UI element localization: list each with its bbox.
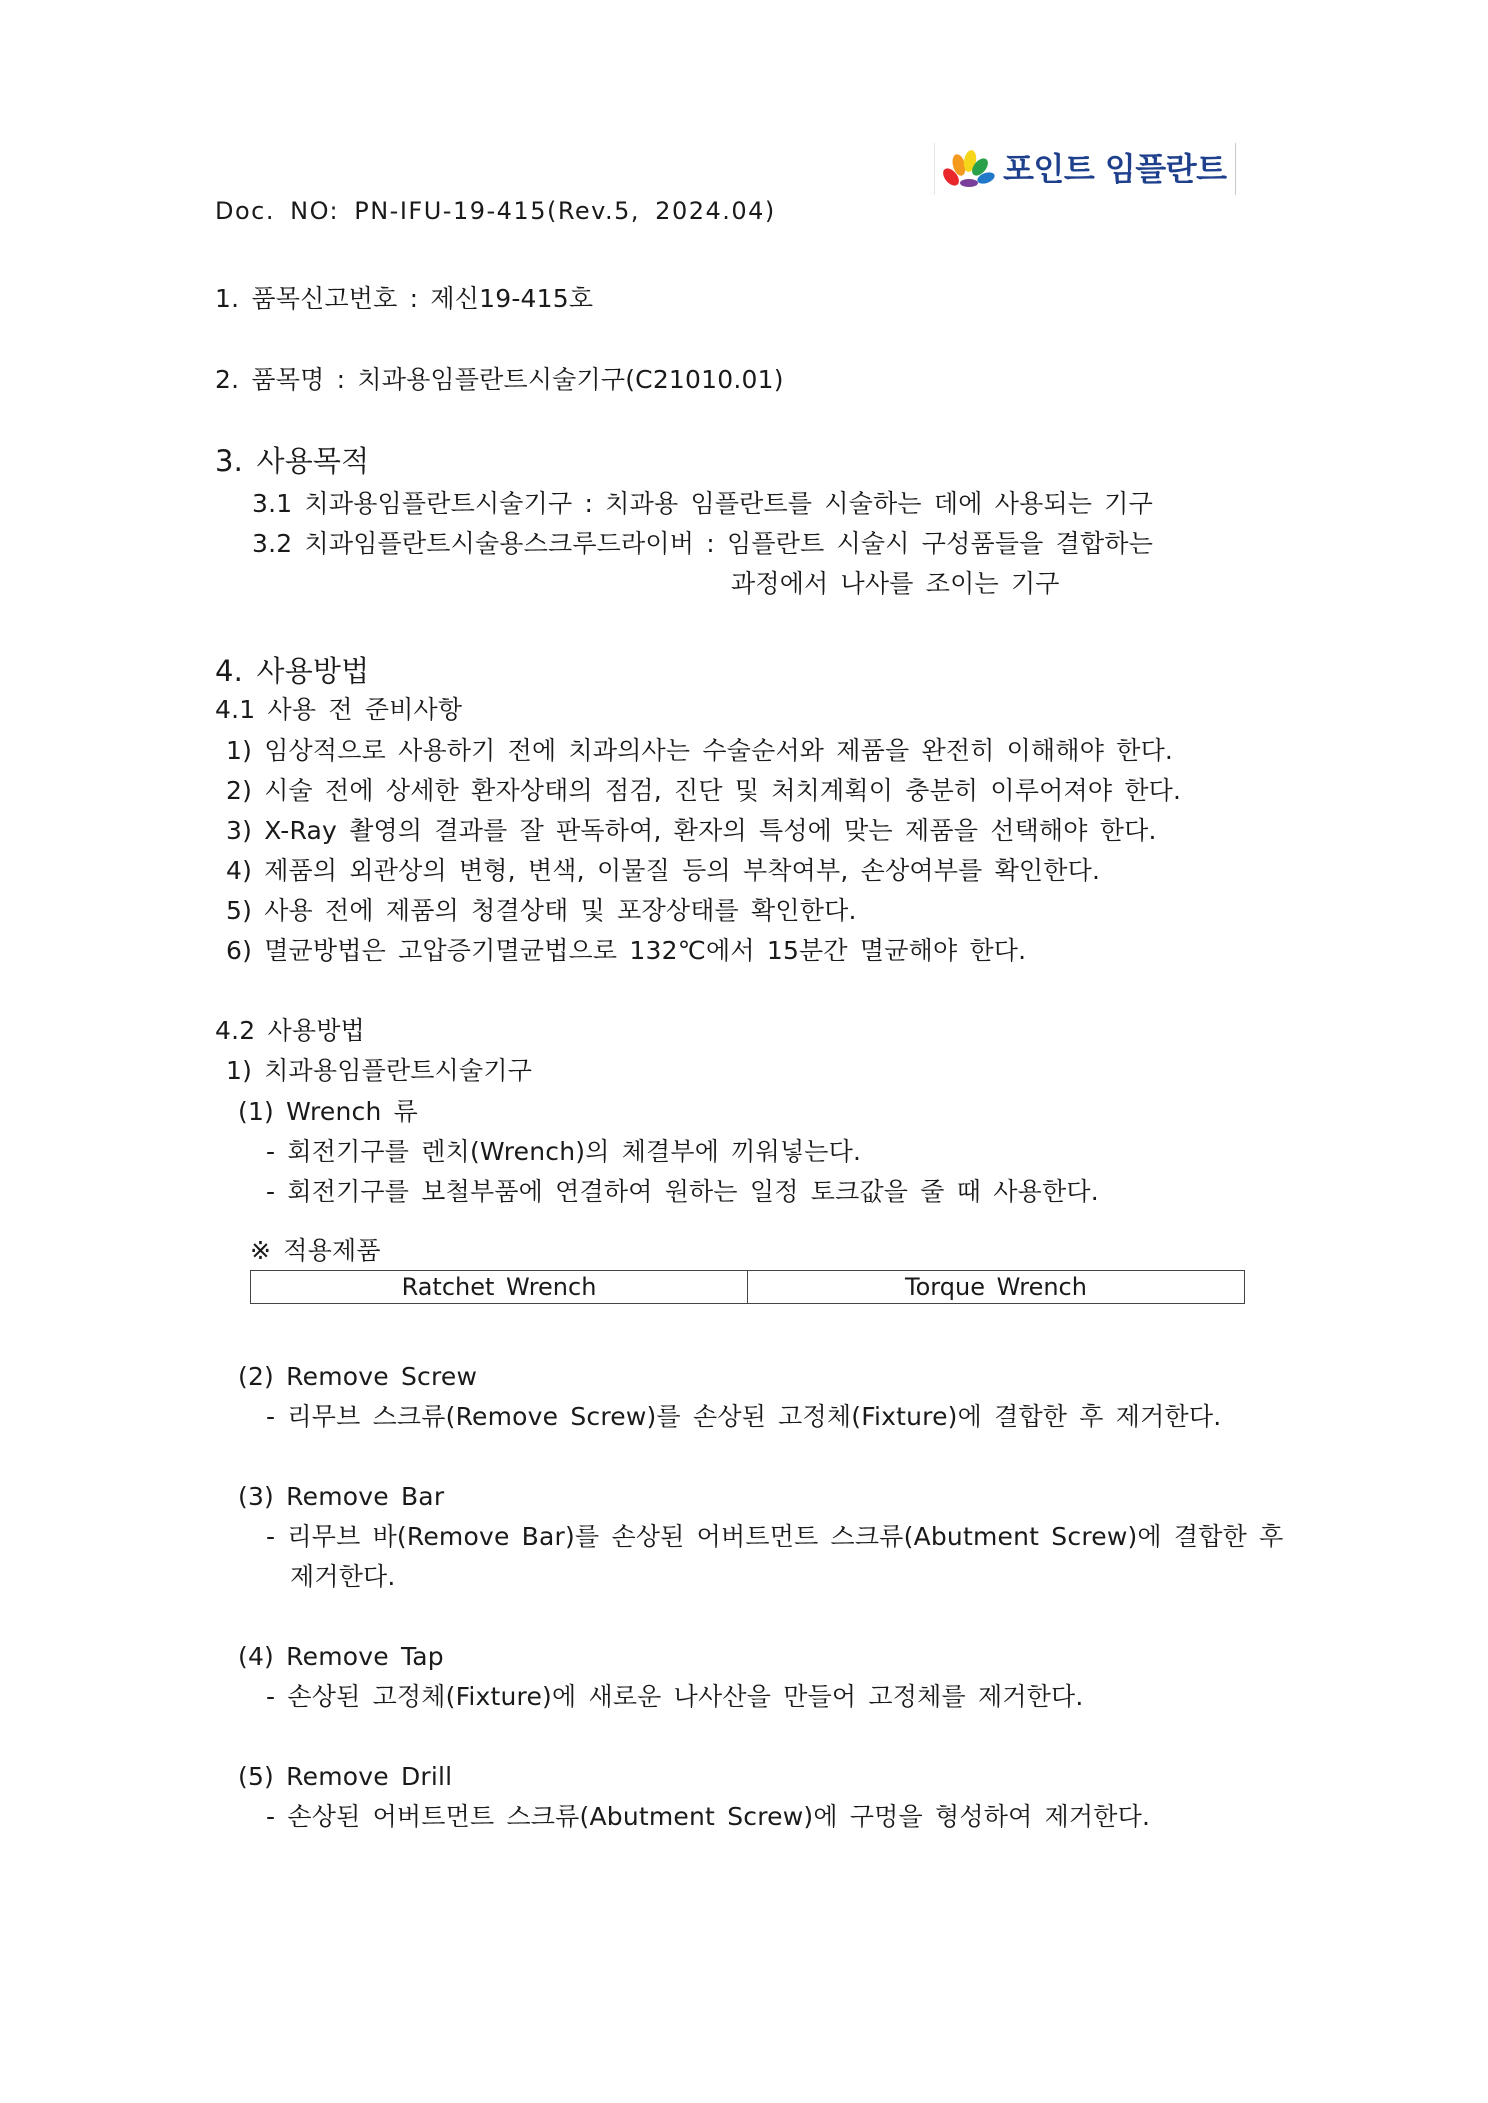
company-logo (934, 143, 1236, 195)
preparation-item-6: 6) 멸균방법은 고압증기멸균법으로 132℃에서 15분간 멸균해야 한다. (226, 936, 1027, 965)
purpose-item-2-line1: 3.2 치과임플란트시술용스크루드라이버 : 임플란트 시술시 구성품들을 결합하는 (252, 529, 1154, 558)
wrench-line-2: - 회전기구를 보철부품에 연결하여 원하는 일정 토크값을 줄 때 사용한다. (266, 1177, 1099, 1206)
preparation-title: 4.1 사용 전 준비사항 (215, 695, 463, 724)
logo-text: 포인트 임플란트 (1003, 150, 1227, 188)
remove-bar-title: (3) Remove Bar (238, 1482, 445, 1511)
preparation-item-2: 2) 시술 전에 상세한 환자상태의 점검, 진단 및 처치계획이 충분히 이루어져야 한다. (226, 776, 1182, 805)
preparation-item-3: 3) X-Ray 촬영의 결과를 잘 판독하여, 환자의 특성에 맞는 제품을 선택해야 한다. (226, 816, 1157, 845)
usage-method-title: 4.2 사용방법 (215, 1016, 365, 1045)
purpose-heading: 3. 사용목적 (215, 444, 370, 478)
remove-bar-line-1: - 리무브 바(Remove Bar)를 손상된 어버트먼트 스크류(Abutment Screw)에 결합한 후 (266, 1522, 1284, 1551)
preparation-item-1: 1) 임상적으로 사용하기 전에 치과의사는 수술순서와 제품을 완전히 이해해야 한다. (226, 736, 1174, 765)
usage-heading: 4. 사용방법 (215, 654, 370, 688)
applied-products-label: ※ 적용제품 (250, 1236, 381, 1265)
logo-petals-icon (939, 147, 1001, 191)
remove-tap-title: (4) Remove Tap (238, 1642, 444, 1671)
instrument-title: 1) 치과용임플란트시술기구 (226, 1056, 533, 1085)
item-report-number: 1. 품목신고번호 : 제신19-415호 (215, 284, 594, 313)
remove-drill-title: (5) Remove Drill (238, 1762, 453, 1791)
wrench-title: (1) Wrench 류 (238, 1097, 418, 1126)
remove-screw-line: - 리무브 스크류(Remove Screw)를 손상된 고정체(Fixture)에 결합한 후 제거한다. (266, 1402, 1222, 1431)
purpose-item-2-line2: 과정에서 나사를 조이는 기구 (731, 569, 1060, 598)
remove-drill-line: - 손상된 어버트먼트 스크류(Abutment Screw)에 구멍을 형성하여 제거한다. (266, 1802, 1151, 1831)
item-name: 2. 품목명 : 치과용임플란트시술기구(C21010.01) (215, 365, 784, 394)
table-row (251, 1271, 1245, 1304)
preparation-item-4: 4) 제품의 외관상의 변형, 변색, 이물질 등의 부착여부, 손상여부를 확인한다. (226, 856, 1101, 885)
table-cell-torque-wrench: Torque Wrench (748, 1271, 1245, 1304)
purpose-item-1: 3.1 치과용임플란트시술기구 : 치과용 임플란트를 시술하는 데에 사용되는 기구 (252, 489, 1154, 518)
preparation-item-5: 5) 사용 전에 제품의 청결상태 및 포장상태를 확인한다. (226, 896, 857, 925)
remove-screw-title: (2) Remove Screw (238, 1362, 478, 1391)
table-cell-ratchet-wrench: Ratchet Wrench (251, 1271, 748, 1304)
applied-products-table (250, 1270, 1245, 1304)
remove-tap-line: - 손상된 고정체(Fixture)에 새로운 나사산을 만들어 고정체를 제거한다. (266, 1682, 1084, 1711)
logo-petal-purple (960, 179, 978, 187)
remove-bar-line-2: 제거한다. (290, 1562, 396, 1591)
doc-number: Doc. NO: PN-IFU-19-415(Rev.5, 2024.04) (215, 197, 776, 225)
wrench-line-1: - 회전기구를 렌치(Wrench)의 체결부에 끼워넣는다. (266, 1137, 862, 1166)
